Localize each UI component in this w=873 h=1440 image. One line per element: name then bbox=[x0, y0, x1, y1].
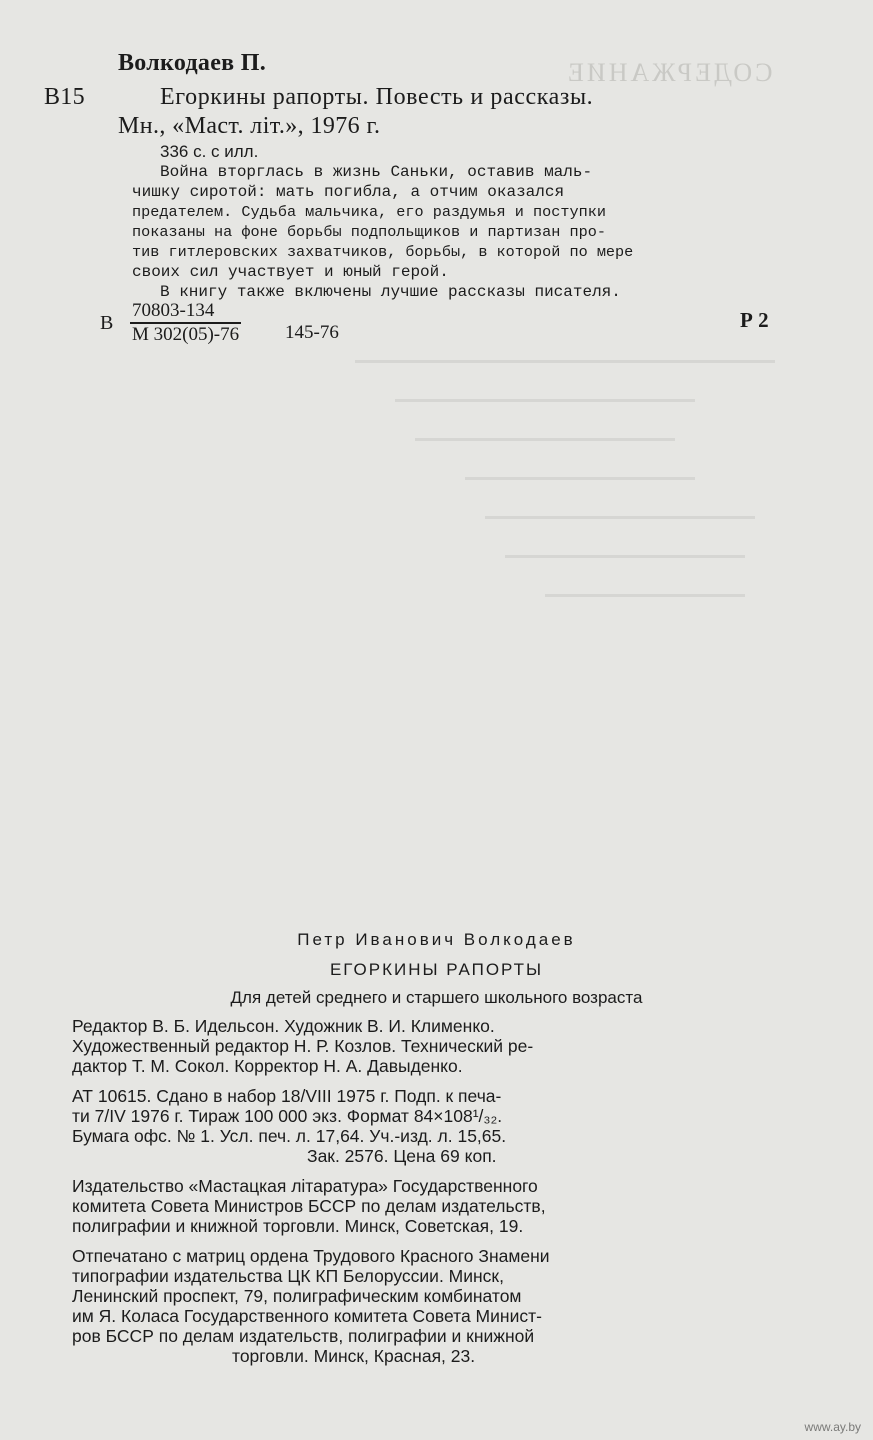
tech-line: ти 7/IV 1976 г. Тираж 100 000 экз. Формат 84×108¹/₃₂. bbox=[72, 1106, 503, 1126]
imprint-publisher bbox=[72, 1176, 762, 1236]
shelf-code: Р 2 bbox=[740, 308, 769, 332]
printer-line: торговли. Минск, Красная, 23. bbox=[232, 1346, 476, 1366]
index-numerator: 70803-134 bbox=[132, 300, 215, 321]
show-through-lines bbox=[335, 360, 785, 660]
annotation-line: чишку сиротой: мать погибла, а отчим оказался bbox=[132, 183, 565, 201]
card-publisher-line: Мн., «Маст. літ.», 1976 г. bbox=[118, 113, 381, 139]
index-prefix: В bbox=[100, 312, 114, 334]
index-denominator: М 302(05)-76 bbox=[132, 324, 240, 345]
tech-line: Бумага офс. № 1. Усл. печ. л. 17,64. Уч.-изд. л. 15,65. bbox=[72, 1126, 507, 1146]
tech-line: АТ 10615. Сдано в набор 18/VIII 1975 г. Подп. к печа- bbox=[72, 1086, 502, 1106]
imprint-tech bbox=[72, 1086, 762, 1166]
printer-line: Ленинский проспект, 79, полиграфическим комбинатом bbox=[72, 1286, 522, 1306]
index-fraction bbox=[130, 300, 241, 346]
printer-line: типографии издательства ЦК КП Белоруссии. Минск, bbox=[72, 1266, 504, 1286]
annotation-line: Война вторглась в жизнь Саньки, оставив маль- bbox=[160, 163, 593, 181]
card-class-code: В15 bbox=[44, 84, 85, 110]
card-author: Волкодаев П. bbox=[118, 50, 266, 76]
card-pages: 336 с. с илл. bbox=[160, 142, 259, 161]
publisher-line: полиграфии и книжной торговли. Минск, Советская, 19. bbox=[72, 1216, 524, 1236]
publisher-line: комитета Совета Министров БССР по делам издательств, bbox=[72, 1196, 546, 1216]
imprint-author: Петр Иванович Волкодаев bbox=[297, 930, 576, 949]
watermark: www.ay.by bbox=[804, 1420, 861, 1434]
imprint-audience: Для детей среднего и старшего школьного возраста bbox=[230, 988, 643, 1007]
imprint-title: ЕГОРКИНЫ РАПОРТЫ bbox=[329, 960, 544, 979]
publisher-line: Издательство «Мастацкая літаратура» Государственного bbox=[72, 1176, 538, 1196]
annotation-line: В книгу также включены лучшие рассказы писателя. bbox=[160, 283, 621, 301]
credits-line: дактор Т. М. Сокол. Корректор Н. А. Давыденко. bbox=[72, 1056, 463, 1076]
printer-line: ров БССР по делам издательств, полиграфии и книжной bbox=[72, 1326, 535, 1346]
annotation-line: предателем. Судьба мальчика, его раздумья и поступки bbox=[132, 203, 606, 221]
annotation-line: показаны на фоне борьбы подпольщиков и партизан про- bbox=[132, 223, 606, 241]
index-suffix: 145-76 bbox=[285, 322, 339, 343]
printer-line: Отпечатано с матриц ордена Трудового Красного Знамени bbox=[72, 1246, 550, 1266]
credits-line: Редактор В. Б. Идельсон. Художник В. И. Клименко. bbox=[72, 1016, 495, 1036]
card-title-line: Егоркины рапорты. Повесть и рассказы. bbox=[160, 84, 594, 110]
tech-line: Зак. 2576. Цена 69 коп. bbox=[307, 1146, 497, 1166]
show-through-text: СОДЕРЖАНИЕ bbox=[565, 58, 773, 87]
credits-line: Художественный редактор Н. Р. Козлов. Технический ре- bbox=[72, 1036, 534, 1056]
imprint-credits bbox=[72, 1016, 762, 1076]
annotation-line: тив гитлеровских захватчиков, борьбы, в которой по мере bbox=[132, 243, 634, 261]
annotation-line: своих сил участвует и юный герой. bbox=[132, 263, 449, 281]
imprint-printer bbox=[72, 1246, 762, 1366]
printer-line: им Я. Коласа Государственного комитета Совета Минист- bbox=[72, 1306, 542, 1326]
